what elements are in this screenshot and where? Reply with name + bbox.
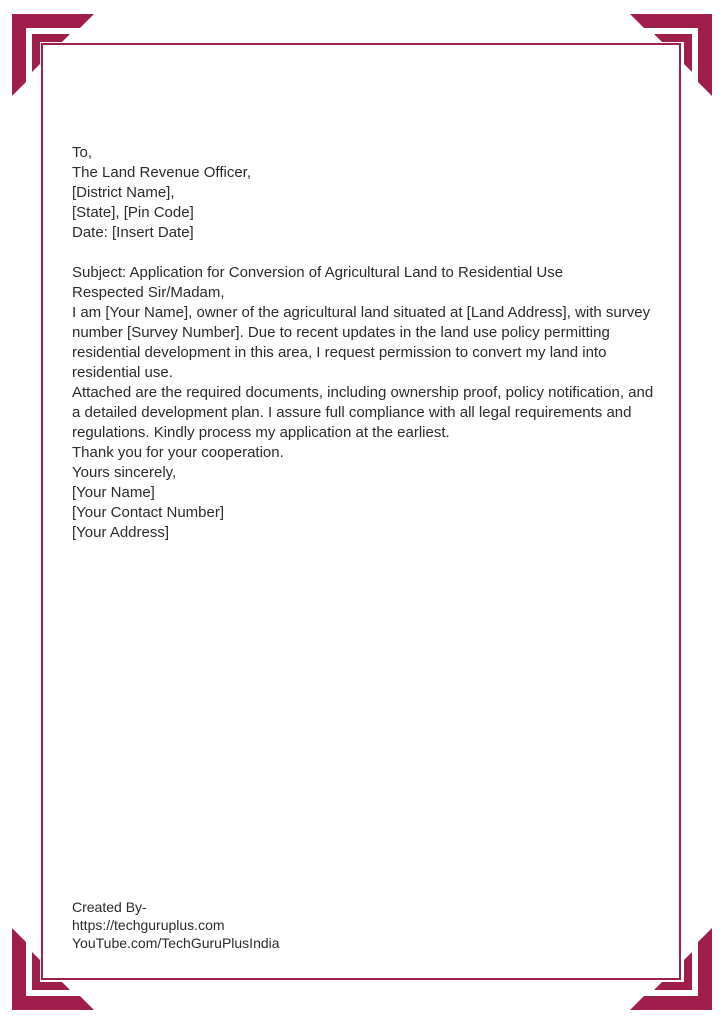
closing-line: [Your Name] — [72, 484, 155, 501]
body-paragraph-1: I am [Your Name], owner of the agricultural land situated at [Land Address], with survey number [Survey Number]. Due to recent updates in the land use policy permitting residential development in this area, I request permission to convert my land into residential use. — [72, 304, 651, 381]
date-line: Date: [Insert Date] — [72, 224, 194, 241]
closing-line: [Your Contact Number] — [72, 504, 225, 521]
credit-website: https://techguruplus.com — [72, 917, 225, 933]
salutation: Respected Sir/Madam, — [72, 284, 225, 301]
corner-ornament-top-left — [12, 14, 107, 109]
thanks-line: Thank you for your cooperation. — [72, 444, 284, 461]
address-line: To, — [72, 144, 93, 161]
closing-line: [Your Address] — [72, 524, 170, 541]
credits-footer — [72, 898, 472, 952]
subject-line: Subject: Application for Conversion of Agricultural Land to Residential Use — [72, 264, 564, 281]
letter-body — [72, 143, 657, 543]
closing-line: Yours sincerely, — [72, 464, 177, 481]
corner-ornament-bottom-right — [617, 915, 712, 1010]
credit-label: Created By- — [72, 899, 147, 915]
address-line: The Land Revenue Officer, — [72, 164, 252, 181]
address-line: [District Name], — [72, 184, 175, 201]
credit-youtube: YouTube.com/TechGuruPlusIndia — [72, 935, 280, 951]
body-paragraph-2: Attached are the required documents, including ownership proof, policy notification, and a detailed development plan. I assure full compliance with all legal requirements and regulations. Kindly process my application at the earliest. — [72, 384, 654, 441]
corner-ornament-top-right — [617, 14, 712, 109]
address-line: [State], [Pin Code] — [72, 204, 194, 221]
signature-block — [72, 463, 657, 543]
recipient-address — [72, 143, 657, 243]
